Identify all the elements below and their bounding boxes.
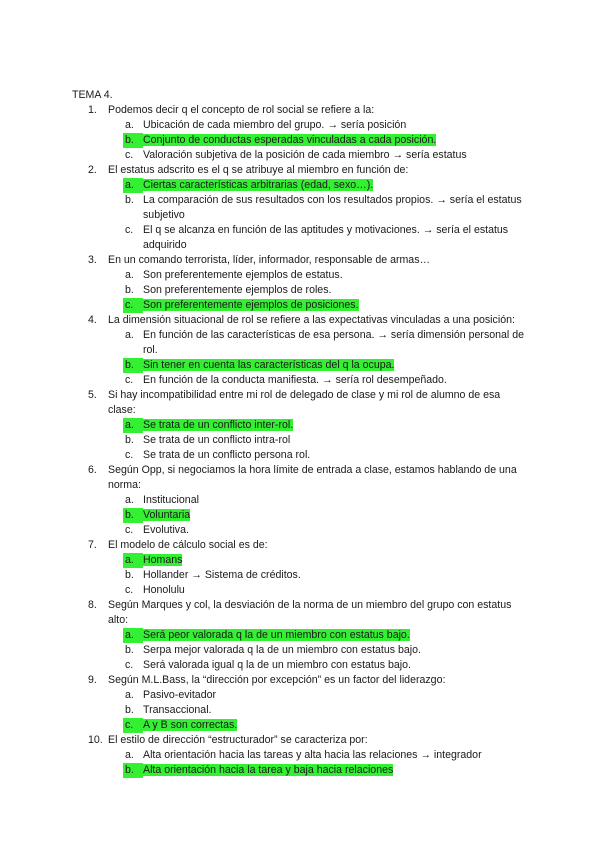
option-letter: b. — [123, 508, 143, 523]
question-text: La dimensión situacional de rol se refiere a las expectativas vinculadas a una posición: — [108, 314, 515, 326]
question-number: 8. — [88, 599, 97, 611]
option-text-wrap — [143, 133, 528, 148]
option-letter: a. — [125, 269, 134, 281]
answer-option — [125, 643, 528, 658]
answer-option-highlighted — [125, 178, 528, 193]
option-text: Alta orientación hacia las tareas y alta hacia las relaciones → integrador — [143, 749, 482, 761]
answer-option — [125, 448, 528, 463]
option-letter: a. — [125, 494, 134, 506]
option-text: Será peor valorada q la de un miembro con estatus bajo. — [143, 629, 410, 641]
option-text: Hollander → Sistema de créditos. — [143, 569, 301, 581]
question-1 — [88, 103, 528, 118]
option-letter: c. — [123, 298, 143, 313]
question-8 — [88, 598, 528, 628]
question-number: 2. — [88, 164, 97, 176]
option-text: Se trata de un conflicto persona rol. — [143, 449, 311, 461]
answer-option-highlighted — [125, 418, 528, 433]
option-letter: b. — [125, 434, 134, 446]
option-text-wrap — [143, 688, 528, 703]
option-text: En función de las características de esa persona. → sería dimensión personal de rol. — [143, 329, 524, 356]
option-text-wrap — [143, 193, 528, 223]
answer-option — [125, 523, 528, 538]
answer-option — [125, 568, 528, 583]
option-letter: c. — [123, 718, 143, 733]
answer-option — [125, 688, 528, 703]
question-text: Si hay incompatibilidad entre mi rol de delegado de clase y mi rol de alumno de esa clase: — [108, 389, 501, 416]
answer-option — [125, 748, 528, 763]
answer-option-highlighted — [125, 718, 528, 733]
option-text: Se trata de un conflicto intra-rol — [143, 434, 291, 446]
option-text-wrap — [143, 328, 528, 358]
option-letter: c. — [125, 449, 134, 461]
option-text-wrap — [143, 448, 528, 463]
question-number: 5. — [88, 389, 97, 401]
answer-option-highlighted — [125, 508, 528, 523]
answer-option — [125, 283, 528, 298]
question-text: El modelo de cálculo social es de: — [108, 539, 268, 551]
option-text: Pasivo-evitador — [143, 689, 217, 701]
answer-option-highlighted — [125, 358, 528, 373]
answer-option — [125, 703, 528, 718]
question-text: El estilo de dirección “estructurador” se caracteriza por: — [108, 734, 368, 746]
option-text-wrap — [143, 628, 528, 643]
option-text-wrap — [143, 118, 528, 133]
option-text-wrap — [143, 493, 528, 508]
option-text-wrap — [143, 523, 528, 538]
option-text-wrap — [143, 283, 528, 298]
option-letter: c. — [125, 524, 134, 536]
question-2 — [88, 163, 528, 178]
question-5 — [88, 388, 528, 418]
option-letter: a. — [125, 119, 134, 131]
question-9 — [88, 673, 528, 688]
question-10 — [88, 733, 528, 748]
option-text: El q se alcanza en función de las aptitudes y motivaciones. → sería el estatus adquirido — [143, 224, 509, 251]
option-text: Serpa mejor valorada q la de un miembro con estatus bajo. — [143, 644, 421, 656]
option-text-wrap — [143, 508, 528, 523]
answer-option — [125, 373, 528, 388]
answer-option — [125, 328, 528, 358]
option-letter: b. — [125, 284, 134, 296]
option-text: Sin tener en cuenta las características del q la ocupa. — [143, 359, 395, 371]
option-text: Valoración subjetiva de la posición de cada miembro → sería estatus — [143, 149, 467, 161]
option-letter: a. — [123, 628, 143, 643]
answer-option — [125, 223, 528, 253]
option-text-wrap — [143, 148, 528, 163]
answer-option — [125, 583, 528, 598]
option-text: Evolutiva. — [143, 524, 189, 536]
question-number: 3. — [88, 254, 97, 266]
option-text: Homans — [143, 554, 183, 566]
option-letter: b. — [123, 763, 143, 778]
question-7 — [88, 538, 528, 553]
answer-option — [125, 148, 528, 163]
option-text: Honolulu — [143, 584, 185, 596]
option-text: Institucional — [143, 494, 199, 506]
question-text: En un comando terrorista, líder, informador, responsable de armas… — [108, 254, 431, 266]
option-text-wrap — [143, 298, 528, 313]
answer-option — [125, 493, 528, 508]
option-text-wrap — [143, 418, 528, 433]
answer-option — [125, 268, 528, 283]
option-text: En función de la conducta manifiesta. → sería rol desempeñado. — [143, 374, 447, 386]
option-text: La comparación de sus resultados con los resultados propios. → sería el estatus subjetivo — [143, 194, 522, 221]
option-text: Alta orientación hacia la tarea y baja hacia relaciones — [143, 764, 394, 776]
option-letter: b. — [125, 704, 134, 716]
option-text-wrap — [143, 643, 528, 658]
option-letter: c. — [125, 374, 134, 386]
option-letter: a. — [125, 749, 134, 761]
question-6 — [88, 463, 528, 493]
option-letter: b. — [125, 194, 134, 206]
question-4 — [88, 313, 528, 328]
option-text-wrap — [143, 373, 528, 388]
question-number: 4. — [88, 314, 97, 326]
option-text-wrap — [143, 703, 528, 718]
option-text-wrap — [143, 433, 528, 448]
option-text: Se trata de un conflicto inter-rol. — [143, 419, 294, 431]
option-text-wrap — [143, 223, 528, 253]
option-text-wrap — [143, 268, 528, 283]
option-letter: b. — [125, 569, 134, 581]
option-text-wrap — [143, 553, 528, 568]
option-letter: a. — [123, 178, 143, 193]
question-text: Según Marques y col, la desviación de la norma de un miembro del grupo con estatus alto: — [108, 599, 512, 626]
option-text-wrap — [143, 178, 528, 193]
option-letter: c. — [125, 149, 134, 161]
answer-option-highlighted — [125, 553, 528, 568]
question-text: Según M.L.Bass, la “dirección por excepción” es un factor del liderazgo: — [108, 674, 446, 686]
answer-option — [125, 658, 528, 673]
answer-option — [125, 433, 528, 448]
option-text: Será valorada igual q la de un miembro con estatus bajo. — [143, 659, 411, 671]
option-text: Son preferentemente ejemplos de posiciones. — [143, 299, 359, 311]
option-text-wrap — [143, 583, 528, 598]
option-letter: b. — [123, 358, 143, 373]
option-text-wrap — [143, 748, 528, 763]
option-letter: b. — [123, 133, 143, 148]
option-letter: c. — [125, 224, 134, 236]
option-text: Son preferentemente ejemplos de roles. — [143, 284, 332, 296]
option-text: Transaccional. — [143, 704, 212, 716]
option-text: Conjunto de conductas esperadas vinculadas a cada posición. — [143, 134, 437, 146]
question-text: Podemos decir q el concepto de rol social se refiere a la: — [108, 104, 375, 116]
question-number: 7. — [88, 539, 97, 551]
option-text: Voluntaria — [143, 509, 191, 521]
option-text: Ubicación de cada miembro del grupo. → sería posición — [143, 119, 407, 131]
answer-option-highlighted — [125, 763, 528, 778]
option-text-wrap — [143, 763, 528, 778]
option-letter: a. — [125, 689, 134, 701]
page-title: TEMA 4. — [72, 89, 113, 101]
option-text: Ciertas características arbitrarias (edad, sexo…). — [143, 179, 374, 191]
option-letter: a. — [123, 553, 143, 568]
option-letter: c. — [125, 659, 134, 671]
option-text: Son preferentemente ejemplos de estatus. — [143, 269, 343, 281]
option-text-wrap — [143, 658, 528, 673]
question-3 — [88, 253, 528, 268]
question-number: 9. — [88, 674, 97, 686]
option-text-wrap — [143, 718, 528, 733]
option-text-wrap — [143, 568, 528, 583]
question-text: El estatus adscrito es el q se atribuye al miembro en función de: — [108, 164, 409, 176]
question-list — [88, 103, 528, 778]
option-text: A y B son correctas. — [143, 719, 238, 731]
question-number: 1. — [88, 104, 97, 116]
answer-option — [125, 118, 528, 133]
question-number: 10. — [88, 734, 103, 746]
answer-option-highlighted — [125, 298, 528, 313]
answer-option — [125, 193, 528, 223]
option-letter: c. — [125, 584, 134, 596]
question-text: Según Opp, si negociamos la hora límite de entrada a clase, estamos hablando de una norma: — [108, 464, 517, 491]
option-text-wrap — [143, 358, 528, 373]
option-letter: a. — [123, 418, 143, 433]
option-letter: b. — [125, 644, 134, 656]
option-letter: a. — [125, 329, 134, 341]
answer-option-highlighted — [125, 628, 528, 643]
answer-option-highlighted — [125, 133, 528, 148]
question-number: 6. — [88, 464, 97, 476]
